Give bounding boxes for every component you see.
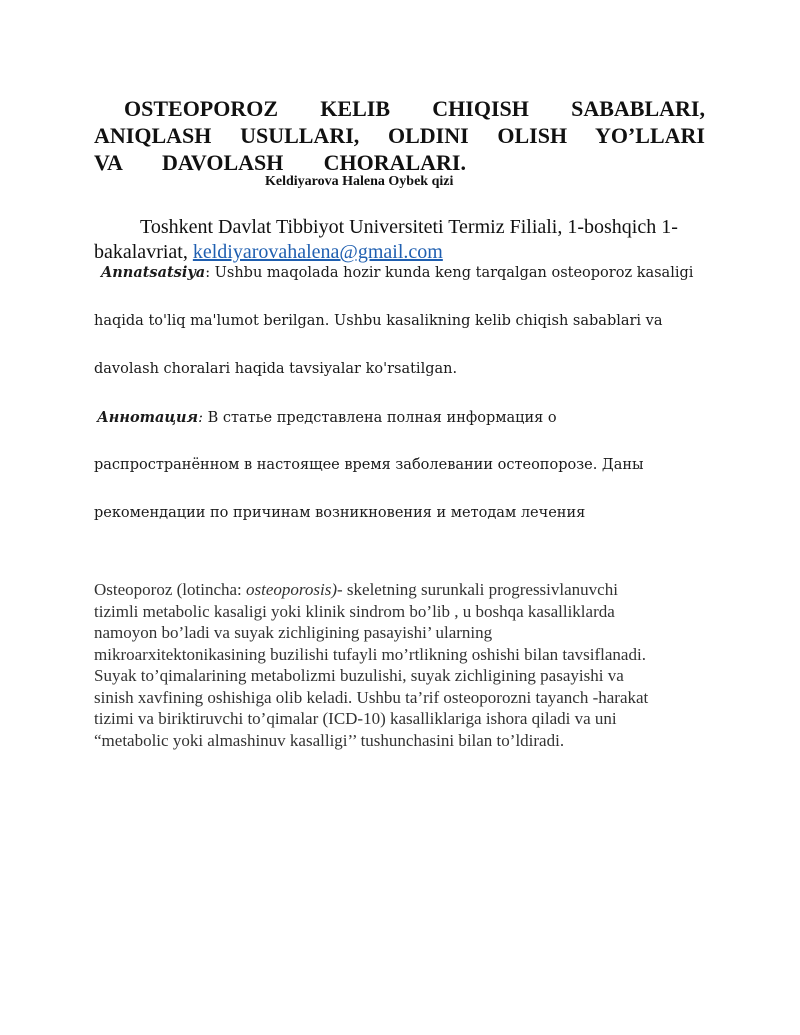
title-line-1: OSTEOPOROZ KELIB CHIQISH SABABLARI, xyxy=(124,96,705,121)
body-line-2: tizimli metabolic kasaligi yoki klinik sindrom bo’lib , u boshqa kasalliklarda xyxy=(94,601,615,621)
abstract-ru-text-1: В статье представлена полная информация о xyxy=(202,410,557,426)
body-line-8: “metabolic yoki almashinuv kasalligi’’ tushunchasini bilan to’ldiradi. xyxy=(94,730,565,750)
abstract-ru-line-3: рекомендации по причинам возникновения и методам лечения xyxy=(94,505,586,521)
abstract-uz-line-3: davolash choralari haqida tavsiyalar ko'rsatilgan. xyxy=(94,361,458,377)
article-title xyxy=(94,95,705,176)
body-paragraph xyxy=(94,579,714,751)
title-line-3-text: VA DAVOLASH CHORALARI. xyxy=(94,150,466,175)
title-line-2: ANIQLASH USULLARI, OLDINI OLISH YO’LLARI xyxy=(94,123,705,148)
body-line-6: sinish xavfining oshishiga olib keladi. Ushbu ta’rif osteoporozni tayanch -harakat xyxy=(94,687,649,707)
affiliation xyxy=(94,215,709,265)
email-link[interactable]: keldiyarovahalena@gmail.com xyxy=(192,241,443,263)
abstract-uz-line-1 xyxy=(101,264,721,281)
affiliation-line-1: Toshkent Davlat Tibbiyot Universiteti Termiz Filiali, 1-boshqich 1- xyxy=(140,216,678,238)
body-line-7: tizimi va biriktiruvchi to’qimalar (ICD-10) kasalliklariga ishora qiladi va uni xyxy=(94,709,617,728)
body-line-1-suffix: - skeletning surunkali progressivlanuvchi xyxy=(337,580,618,599)
title-line-3 xyxy=(94,149,705,176)
abstract-uz-label: Annatsatsiya xyxy=(101,264,206,281)
body-line-1 xyxy=(94,579,714,601)
abstract-ru-label: Аннотация xyxy=(97,409,199,426)
abstract-ru-line-1 xyxy=(97,409,717,426)
affiliation-line-2 xyxy=(94,240,709,265)
abstract-uz-text-1: : Ushbu maqolada hozir kunda keng tarqalgan osteoporoz kasaligi xyxy=(205,265,694,281)
abstract-ru-line-2: распространённом в настоящее время заболевании остеопорозе. Даны xyxy=(94,457,644,473)
abstract-ru-colon: : xyxy=(198,410,203,426)
affiliation-prefix: bakalavriat, xyxy=(94,241,188,263)
body-line-4: mikroarxitektonikasining buzilishi tufayli mo’rtlikning oshishi bilan tavsiflanadi. xyxy=(94,644,646,664)
author-name: Keldiyarova Halena Oybek qizi xyxy=(265,174,454,189)
abstract-uz-line-2: haqida to'liq ma'lumot berilgan. Ushbu kasalikning kelib chiqish sabablari va xyxy=(94,313,663,329)
body-line-1-prefix: Osteoporoz (lotincha: xyxy=(94,580,247,599)
body-line-3: namoyon bo’ladi va suyak zichligining pasayishi’ ularning xyxy=(94,623,493,642)
body-line-5: Suyak to’qimalarining metabolizmi buzulishi, suyak zichligining pasayishi va xyxy=(94,666,624,685)
body-line-1-italic: osteoporosis) xyxy=(246,580,338,599)
